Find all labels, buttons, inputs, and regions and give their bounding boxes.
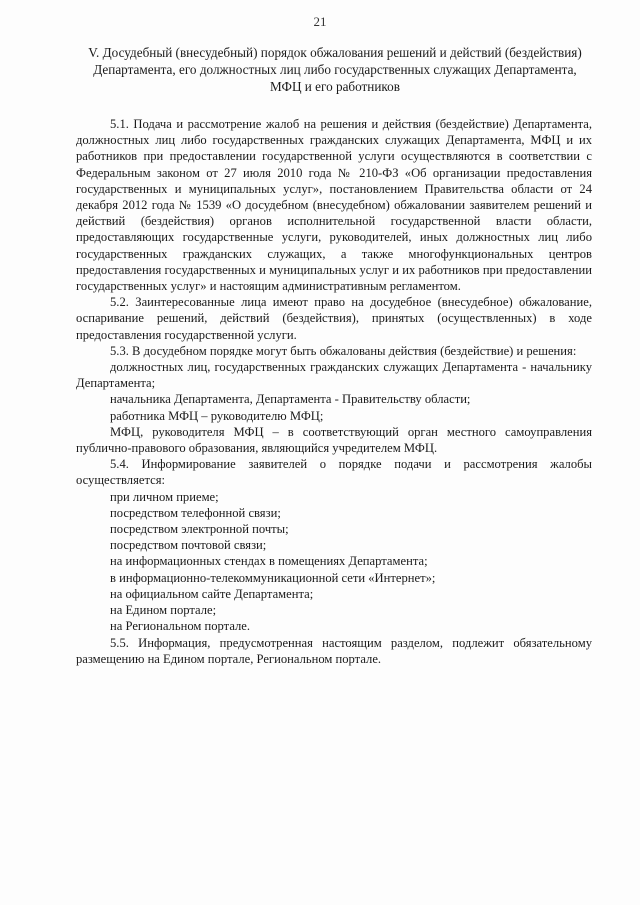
page-number: 21 (313, 14, 327, 29)
list-item-5-4-8: на Едином портале; (110, 603, 217, 618)
list-item-5-4-1: при личном приеме; (110, 489, 219, 504)
list-item-5-3-1: должностных лиц, государственных гражданских служащих Департамента - начальнику Департамента; (76, 360, 592, 391)
list-item-5-4-4: посредством почтовой связи; (110, 538, 267, 553)
list-item-5-4-5: на информационных стендах в помещениях Департамента; (110, 554, 428, 569)
paragraph-5-1: 5.1. Подача и рассмотрение жалоб на решения и действия (бездействие) Департамента, должностных лиц либо государственных гражданских служащих Департамента, МФЦ и их работников при предоставлении государственной услуги осуществляются в соответствии с Федеральным законом от 27 июля 2010 года № 210-ФЗ «Об организации предоставления государственных и муниципальных услуг», постановлением Правительства области от 24 декабря 2012 года № 1539 «О досудебном (внесудебном) обжаловании заявителем решений и действий (бездействия) органов исполнительной государственной власти области, предоставляющих государственные услуги, руководителей, иных должностных лиц либо государственных гражданских служащих, а также многофункциональных центров предоставления государственных и муниципальных услуг и их работников при предоставлении государственных услуг» и настоящим административным регламентом. (76, 117, 592, 294)
list-item-5-4-2: посредством телефонной связи; (110, 505, 281, 520)
list-item-5-4-7: на официальном сайте Департамента; (110, 586, 314, 601)
section-title: V. Досудебный (внесудебный) порядок обжалования решений и действий (бездействия) Департамента, его должностных лиц либо государственных служащих Департамента, МФЦ и его работников (88, 45, 582, 94)
list-item-5-3-4: МФЦ, руководителя МФЦ – в соответствующий орган местного самоуправления публично-правового образования, являющийся учредителем МФЦ. (76, 424, 592, 456)
paragraph-5-4: 5.4. Информирование заявителей о порядке подачи и рассмотрения жалобы осуществляется: (76, 457, 592, 488)
list-item-5-3-2: начальника Департамента, Департамента - Правительству области; (110, 392, 471, 407)
list-item-5-3-3: работника МФЦ – руководителю МФЦ; (110, 408, 324, 423)
list-item-5-4-3: посредством электронной почты; (110, 522, 289, 537)
paragraph-5-2: 5.2. Заинтересованные лица имеют право на досудебное (внесудебное) обжалование, оспаривание решений, действий (бездействия), принятых (осуществленных) в ходе предоставления государственной услуги. (76, 295, 592, 342)
list-item-5-4-9: на Региональном портале. (110, 619, 251, 634)
document-body (76, 116, 592, 667)
paragraph-5-3: 5.3. В досудебном порядке могут быть обжалованы действия (бездействие) и решения: (110, 343, 577, 358)
paragraph-5-5: 5.5. Информация, предусмотренная настоящим разделом, подлежит обязательному размещению на Едином портале, Региональном портале. (76, 635, 592, 666)
list-item-5-4-6: в информационно-телекоммуникационной сети «Интернет»; (110, 570, 436, 585)
